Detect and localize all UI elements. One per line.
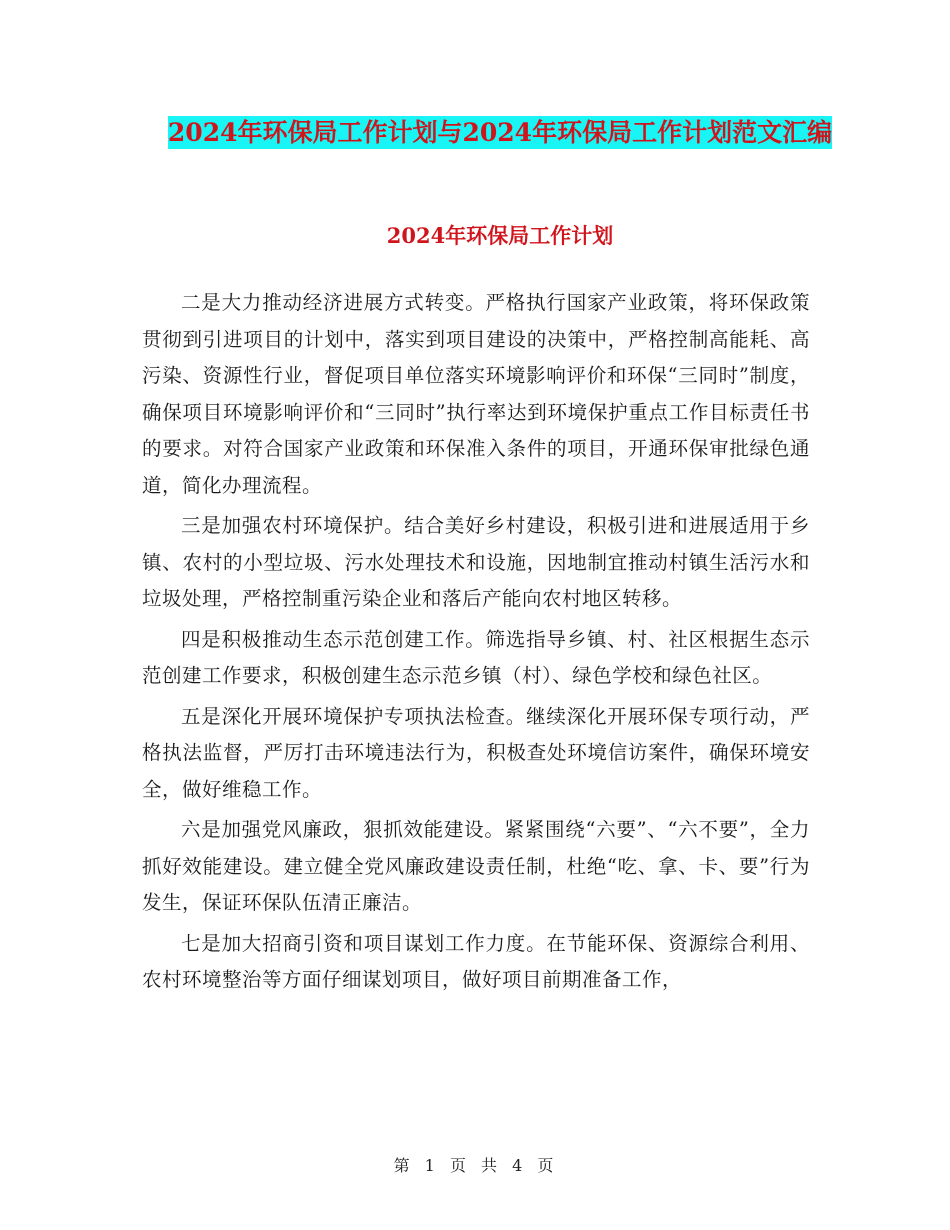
- paragraph: 三是加强农村环境保护。结合美好乡村建设，积极引进和进展适用于乡镇、农村的小型垃圾、污水处理技术和设施，因地制宜推动村镇生活污水和垃圾处理，严格控制重污染企业和落后产能向农村地区转移。: [142, 514, 810, 610]
- paragraph: 五是深化开展环境保护专项执法检查。继续深化开展环保专项行动，严格执法监督，严厉打击环境违法行为，积极查处环境信访案件，确保环境安全，做好维稳工作。: [142, 704, 810, 801]
- paragraph: 四是积极推动生态示范创建工作。筛选指导乡镇、村、社区根据生态示范创建工作要求，积极创建生态示范乡镇（村）、绿色学校和绿色社区。: [142, 627, 810, 687]
- document-body: [142, 285, 810, 1003]
- document-title: [140, 110, 860, 156]
- paragraph: 二是大力推动经济进展方式转变。严格执行国家产业政策，将环保政策贯彻到引进项目的计划中，落实到项目建设的决策中，严格控制高能耗、高污染、资源性行业，督促项目单位落实环境影响评价和环保“三同时”制度，确保项目环境影响评价和“三同时”执行率达到环境保护重点工作目标责任书的要求。对符合国家产业政策和环保准入条件的项目，开通环保审批绿色通道，简化办理流程。: [142, 291, 810, 497]
- page-footer: 第 1 页 共 4 页: [393, 1156, 557, 1175]
- section-title: 2024年环保局工作计划: [386, 223, 614, 248]
- paragraph: 六是加强党风廉政，狠抓效能建设。紧紧围绕“六要”、“六不要”，全力抓好效能建设。建立健全党风廉政建设责任制，杜绝“吃、拿、卡、要”行为发生，保证环保队伍清正廉洁。: [142, 818, 810, 914]
- paragraph: 七是加大招商引资和项目谋划工作力度。在节能环保、资源综合利用、农村环境整治等方面仔细谋划项目，做好项目前期准备工作，: [142, 931, 810, 991]
- document-title-text: 2024年环保局工作计划与2024年环保局工作计划范文汇编: [167, 118, 833, 147]
